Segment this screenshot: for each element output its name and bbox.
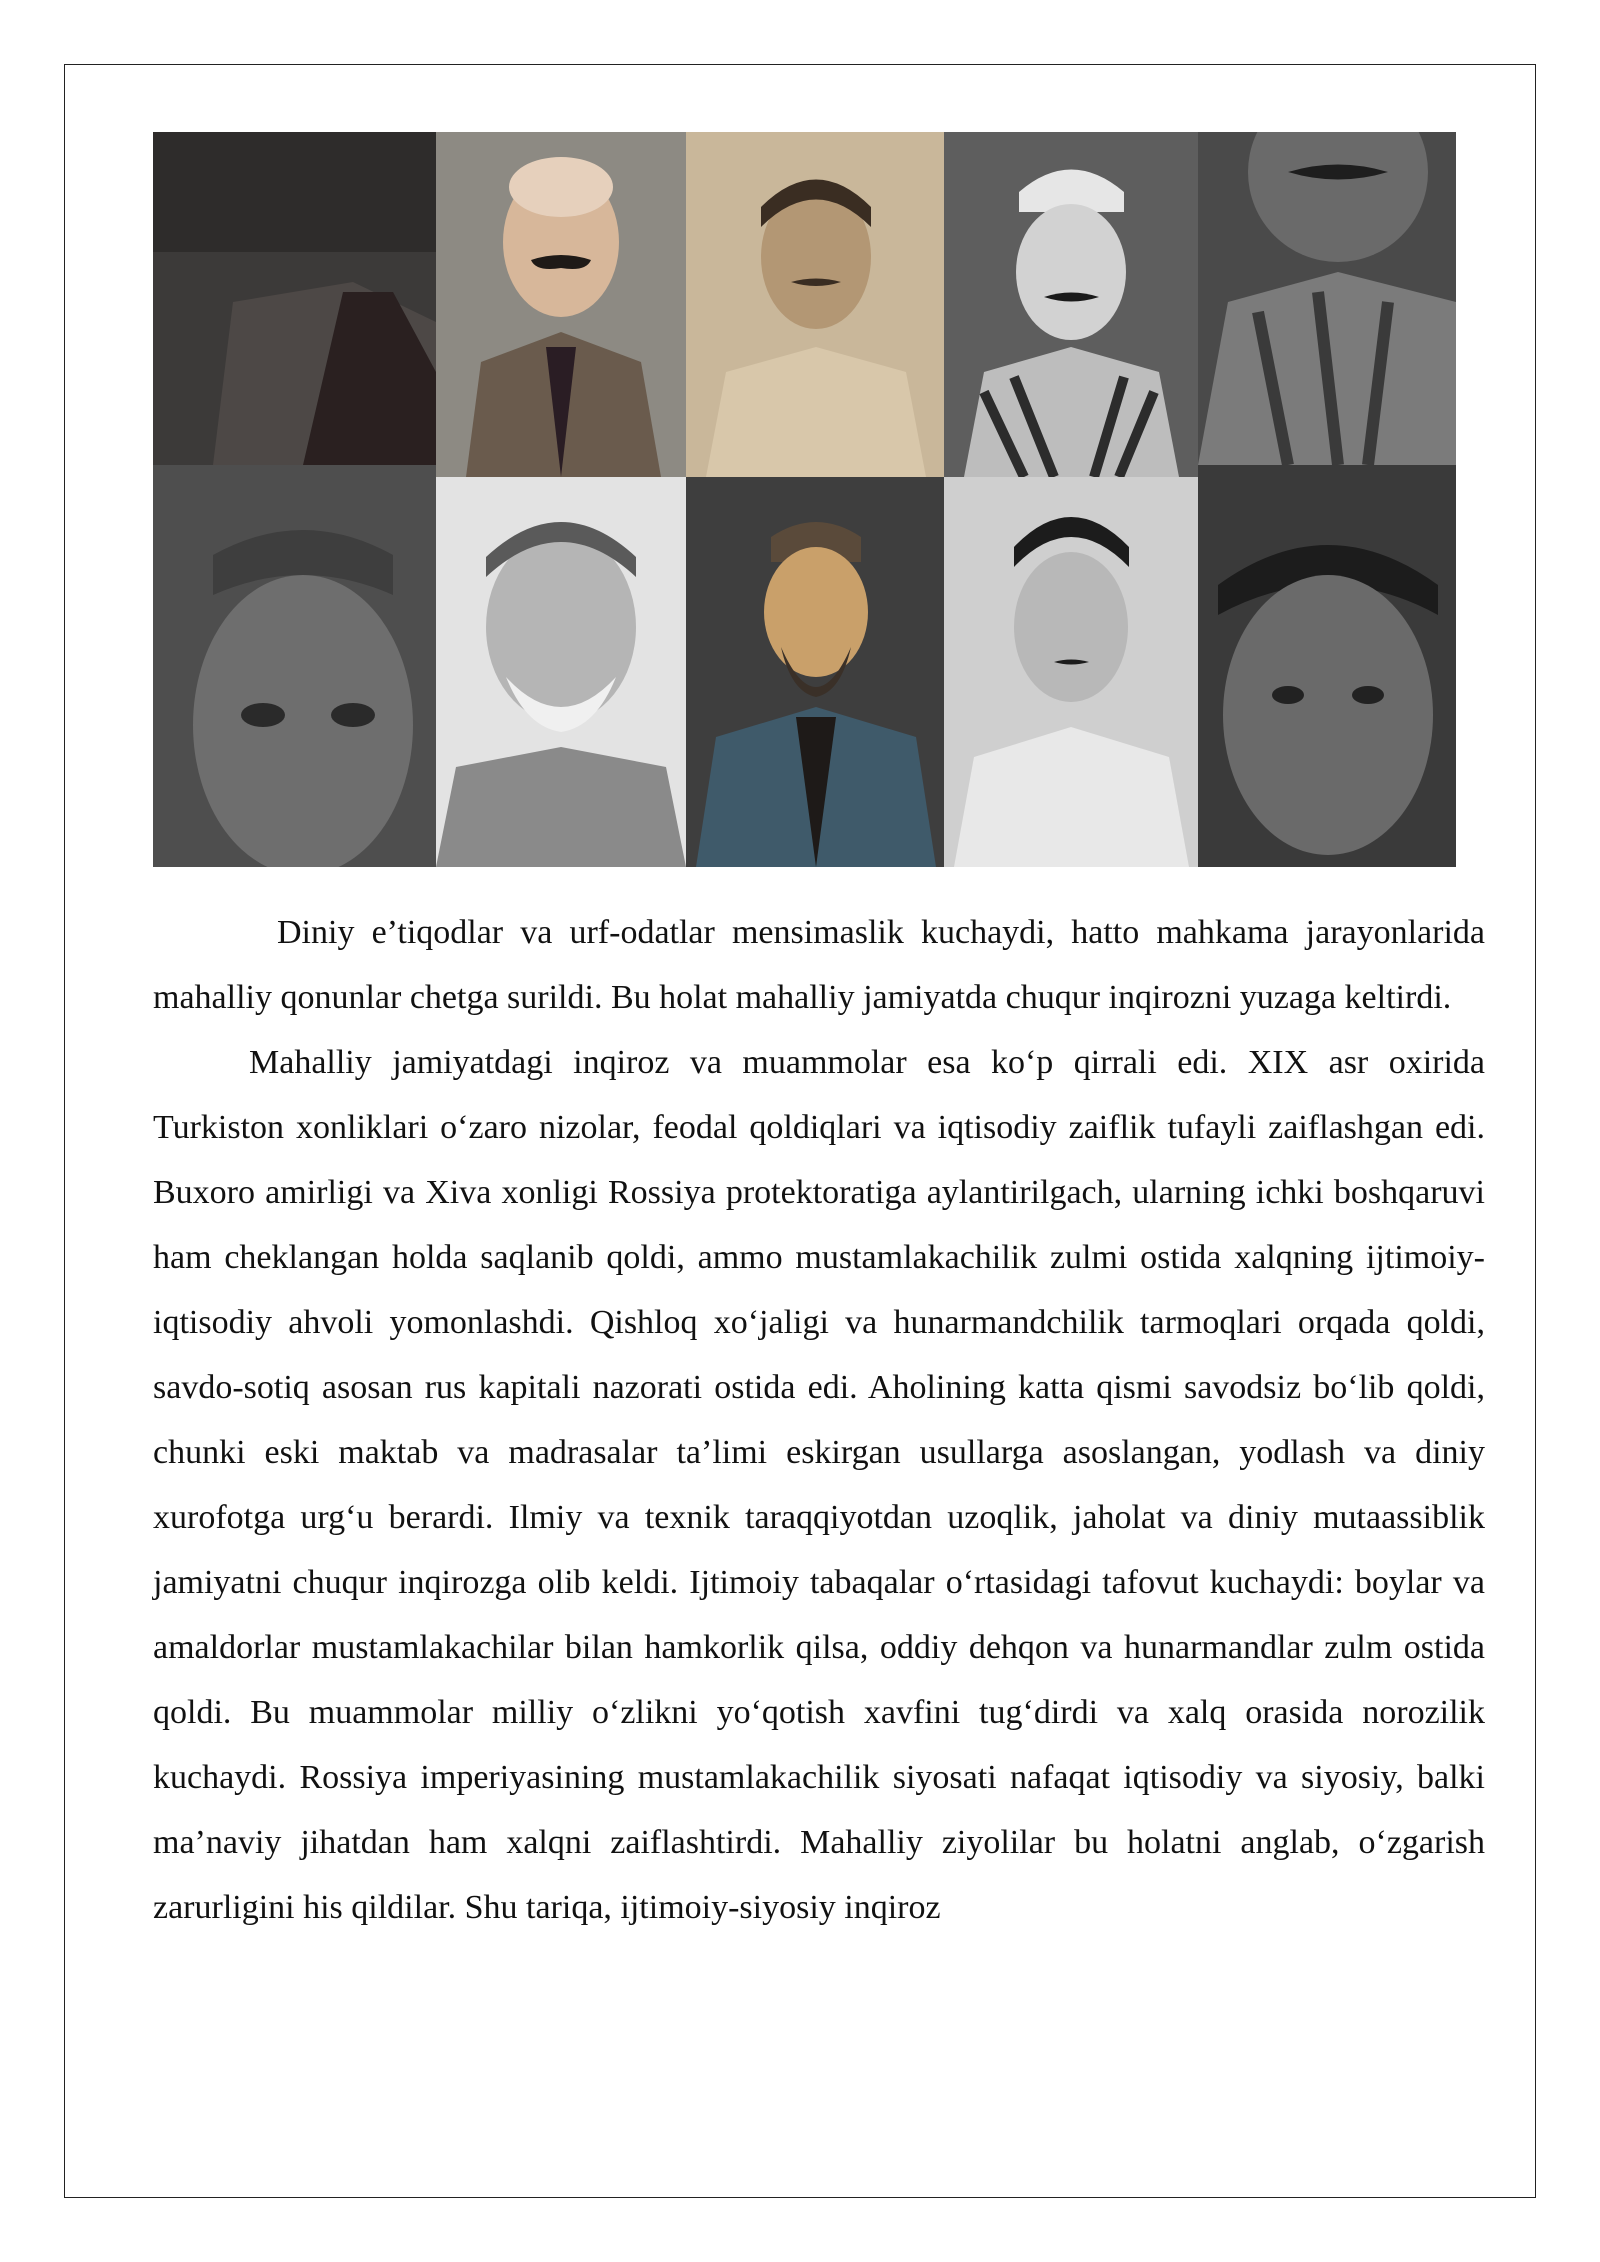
portrait-r2c4	[944, 477, 1198, 867]
portrait-collage-image	[153, 132, 1456, 867]
portrait-r1c3	[686, 132, 944, 477]
paragraph-1: Diniy e’tiqodlar va urf-odatlar mensimaslik kuchaydi, hatto mahkama jarayonlarida mahalliy qonunlar chetga surildi. Bu holat mahalliy jamiyatda chuqur inqirozni yuzaga keltirdi.	[153, 914, 1485, 1016]
paragraph-2: Mahalliy jamiyatdagi inqiroz va muammolar esa ko‘p qirrali edi. XIX asr oxirida Turkiston xonliklari o‘zaro nizolar, feodal qoldiqlari va iqtisodiy zaiflik tufayli zaiflashgan edi. Buxoro amirligi va Xiva xonligi Rossiya protektoratiga aylantirilgach, ularning ichki boshqaruvi ham cheklangan holda saqlanib qoldi, ammo mustamlakachilik zulmi ostida xalqning ijtimoiy-iqtisodiy ahvoli yomonlashdi. Qishloq xo‘jaligi va hunarmandchilik tarmoqlari orqada qoldi, savdo-sotiq asosan rus kapitali nazorati ostida edi. Aholining katta qismi savodsiz bo‘lib qoldi, chunki eski maktab va madrasalar ta’limi eskirgan usullarga asoslangan, yodlash va diniy xurofotga urg‘u berardi. Ilmiy va texnik taraqqiyotdan uzoqlik, jaholat va diniy mutaassiblik jamiyatni chuqur inqirozga olib keldi. Ijtimoiy tabaqalar o‘rtasidagi tafovut kuchaydi: boylar va amaldorlar mustamlakachilar bilan hamkorlik qilsa, oddiy dehqon va hunarmandlar zulm ostida qoldi. Bu muammolar milliy o‘zlikni yo‘qotish xavfini tug‘dirdi va xalq orasida norozilik kuchaydi. Rossiya imperiyasining mustamlakachilik siyosati nafaqat iqtisodiy va siyosiy, balki ma’naviy jihatdan ham xalqni zaiflashtirdi. Mahalliy ziyolilar bu holatni anglab, o‘zgarish zarurligini his qildilar. Shu tariqa, ijtimoiy-siyosiy inqiroz	[153, 1044, 1485, 1926]
portrait-r2c1	[153, 465, 436, 867]
portrait-r2c3	[686, 477, 944, 867]
portrait-r1c4	[944, 132, 1198, 477]
portrait-r1c1	[153, 132, 436, 465]
portrait-r1c5	[1198, 132, 1456, 465]
portrait-r2c2	[436, 477, 686, 867]
portrait-r2c5	[1198, 465, 1456, 867]
body-text	[153, 900, 1485, 1940]
portrait-r1c2	[436, 132, 686, 477]
